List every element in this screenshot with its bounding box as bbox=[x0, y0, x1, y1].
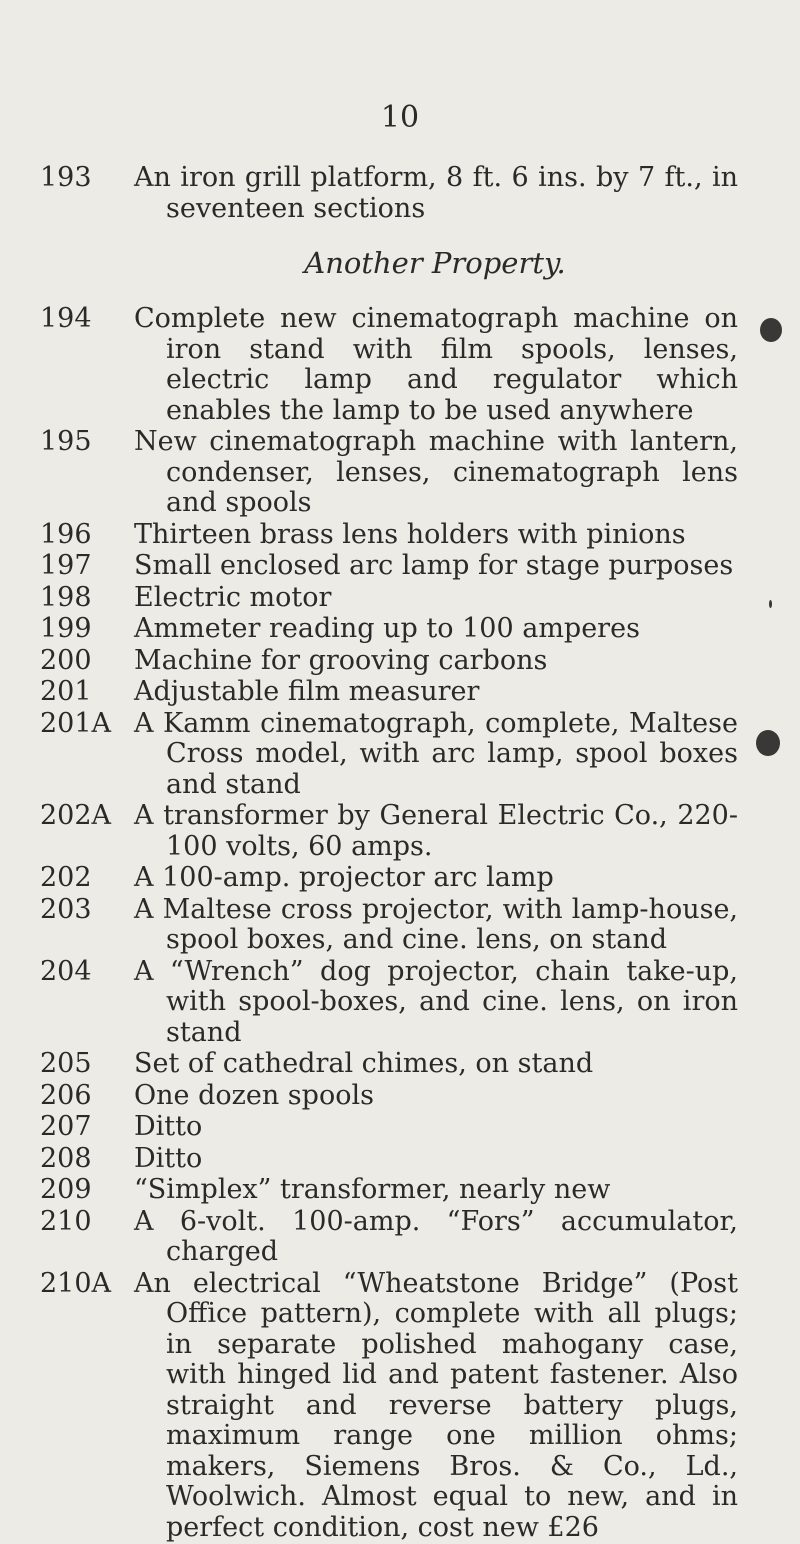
lot-entry bbox=[0, 957, 800, 1049]
lot-number: 206 bbox=[40, 1079, 92, 1111]
section-heading: Another Property. bbox=[304, 246, 566, 280]
lot-entry bbox=[0, 1269, 800, 1544]
lot-number: 196 bbox=[40, 518, 92, 550]
lot-description: New cinematograph machine with lantern, condenser, lenses, cinematograph lens and spools bbox=[134, 426, 738, 518]
lot-description: Electric motor bbox=[134, 581, 332, 613]
lot-entry bbox=[0, 1081, 800, 1112]
lot-number: 203 bbox=[40, 893, 92, 925]
lot-number: 204 bbox=[40, 955, 92, 987]
lot-description: An electrical “Wheatstone Bridge” (Post Office pattern), complete with all plugs; in separate polished mahogany case, with hinged lid and patent fastener. Also straight and reverse battery plugs, maximum range one million ohms; makers, Siemens Bros. & Co., Ld., Woolwich. Almost equal to new, and in perfect condition, cost new £26 bbox=[134, 1267, 738, 1543]
lot-description: Ditto bbox=[134, 1111, 203, 1142]
lot-number: 208 bbox=[40, 1142, 92, 1174]
lot-entry bbox=[0, 1144, 800, 1175]
lot-description: A 100-amp. projector arc lamp bbox=[134, 862, 554, 893]
lot-description: Thirteen brass lens holders with pinions bbox=[134, 518, 686, 550]
lot-number: 201 bbox=[40, 676, 92, 707]
lot-entry bbox=[0, 801, 800, 862]
lot-description: A Maltese cross projector, with lamp-house, spool boxes, and cine. lens, on stand bbox=[134, 893, 738, 955]
lot-entry bbox=[0, 1175, 800, 1206]
lot-entry bbox=[0, 863, 800, 894]
lot-entry bbox=[0, 614, 800, 645]
lot-entry bbox=[0, 895, 800, 956]
lot-number: 205 bbox=[40, 1048, 92, 1079]
lot-description: Set of cathedral chimes, on stand bbox=[134, 1048, 594, 1079]
lot-number: 202 bbox=[40, 862, 92, 893]
lot-entry bbox=[0, 427, 800, 519]
lot-description: Small enclosed arc lamp for stage purposes bbox=[134, 550, 734, 581]
lot-description: A “Wrench” dog projector, chain take-up, with spool-boxes, and cine. lens, on iron stand bbox=[134, 955, 738, 1048]
lot-entry bbox=[0, 1049, 800, 1080]
page-number: 10 bbox=[380, 100, 420, 135]
lot-description: “Simplex” transformer, nearly new bbox=[134, 1174, 611, 1205]
lot-description: A 6-volt. 100-amp. “Fors” accumulator, charged bbox=[134, 1205, 738, 1267]
lot-number: 207 bbox=[40, 1111, 92, 1142]
lot-description: Adjustable film measurer bbox=[134, 676, 480, 707]
lot-number: 194 bbox=[40, 303, 92, 334]
lot-entry bbox=[0, 677, 800, 708]
lot-number: 201A bbox=[40, 707, 112, 739]
margin-ink-dot bbox=[769, 600, 772, 608]
lot-description: A transformer by General Electric Co., 220-100 volts, 60 amps. bbox=[134, 800, 738, 862]
lot-entry bbox=[0, 304, 800, 426]
lot-description: Complete new cinematograph machine on iron stand with film spools, lenses, electric lamp and regulator which enables the lamp to be used anywhere bbox=[134, 303, 738, 426]
lot-description: Ditto bbox=[134, 1142, 203, 1174]
lot-description: An iron grill platform, 8 ft. 6 ins. by 7 ft., in seventeen sections bbox=[134, 162, 738, 224]
lot-number: 210A bbox=[40, 1267, 112, 1299]
lot-number: 199 bbox=[40, 613, 92, 644]
lot-description: One dozen spools bbox=[134, 1079, 374, 1111]
lot-entry bbox=[0, 646, 800, 677]
lot-number: 210 bbox=[40, 1205, 92, 1237]
lot-number: 202A bbox=[40, 800, 112, 831]
lot-number: 200 bbox=[40, 644, 92, 676]
lot-number: 193 bbox=[40, 162, 92, 193]
lot-number: 198 bbox=[40, 581, 92, 613]
lot-entry bbox=[0, 551, 800, 582]
margin-ink-spot bbox=[756, 730, 780, 756]
lot-entry bbox=[0, 583, 800, 614]
lot-description: A Kamm cinematograph, complete, Maltese Cross model, with arc lamp, spool boxes and stand bbox=[134, 707, 738, 800]
catalogue-list bbox=[0, 163, 800, 1544]
lot-number: 209 bbox=[40, 1174, 92, 1205]
lot-description: Ammeter reading up to 100 amperes bbox=[134, 613, 640, 644]
lot-entry bbox=[0, 163, 800, 224]
lot-entry bbox=[0, 709, 800, 801]
lot-entry bbox=[0, 1112, 800, 1143]
lot-number: 195 bbox=[40, 426, 92, 457]
lot-description: Machine for grooving carbons bbox=[134, 644, 548, 676]
margin-ink-spot bbox=[760, 318, 782, 342]
lot-entry bbox=[0, 1207, 800, 1268]
lot-number: 197 bbox=[40, 550, 92, 581]
lot-entry bbox=[0, 520, 800, 551]
